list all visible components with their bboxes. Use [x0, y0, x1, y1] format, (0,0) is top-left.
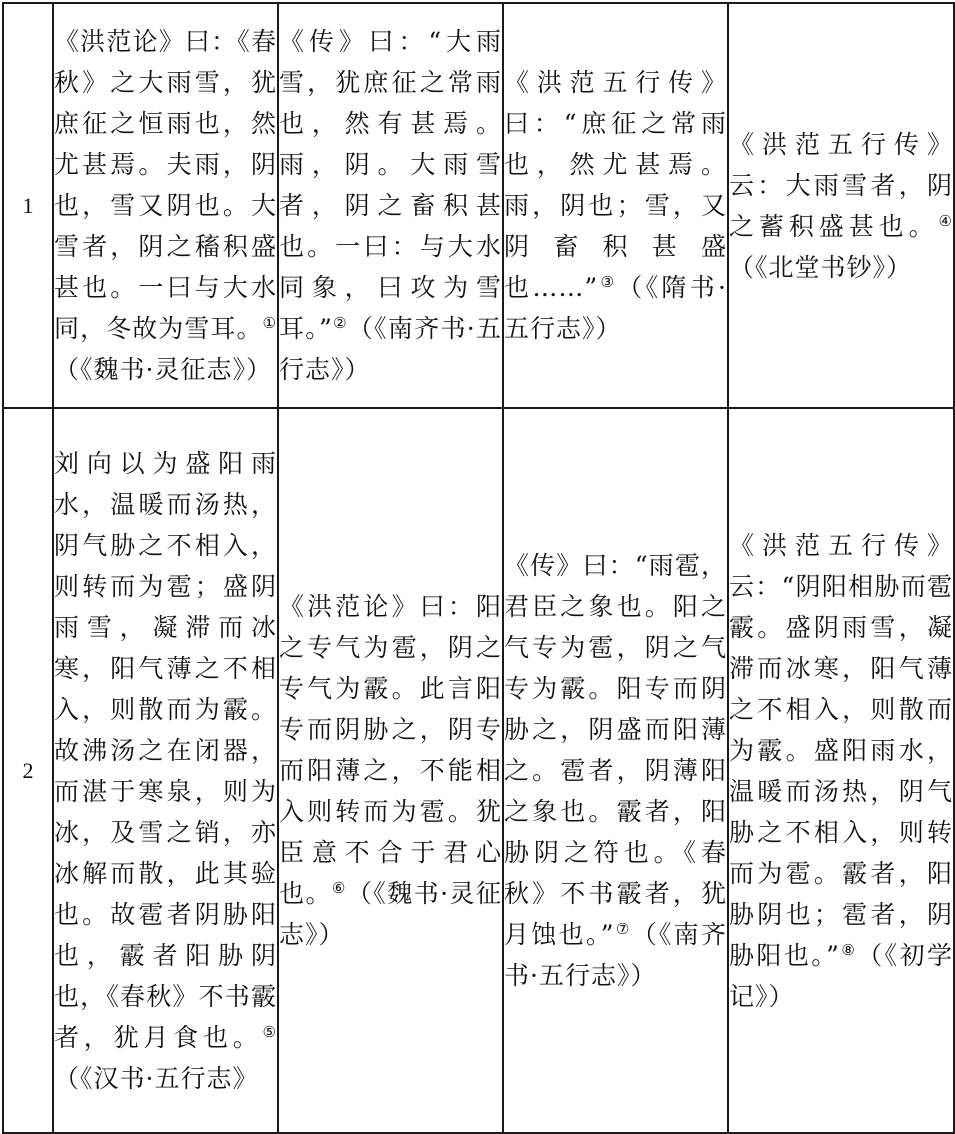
footnote-marker[interactable]: ⑤ — [262, 1022, 277, 1041]
source-citation: （《南齐书·五行志》） — [504, 920, 727, 990]
cell-text — [729, 525, 953, 1017]
footnote-marker[interactable]: ⑧ — [839, 940, 858, 959]
table-cell — [503, 3, 728, 408]
source-citation: （《汉书·五行志》 — [54, 1063, 259, 1093]
footnote-marker[interactable]: ⑦ — [614, 920, 632, 938]
row-number: 2 — [3, 408, 53, 1133]
source-citation: （《魏书·灵征志》） — [279, 879, 502, 949]
table-row — [3, 3, 954, 408]
table-cell — [728, 3, 954, 408]
quote-text: 《传》曰：“大雨雪，犹庶征之常雨也，然有甚焉。雨，阴。大雨雪者，阴之畜积甚也。一曰：与大水同象，曰攻为雪耳。” — [279, 27, 502, 343]
table-cell — [53, 3, 278, 408]
table-cell — [53, 408, 278, 1133]
quote-text: 《洪范五行传》云：“阴阳相胁而雹霰。盛阴雨雪，凝滞而冰寒，阳气薄之不相入，则散而为霰。盛阳雨水，温暖而汤热，阴气胁之不相入，则转而为雹。霰者，阳胁阴也；雹者，阴胁阳也。” — [729, 530, 953, 970]
table-row — [3, 408, 954, 1133]
footnote-marker[interactable]: ① — [262, 314, 277, 332]
footnote-marker[interactable]: ② — [332, 314, 348, 332]
quote-text: 《洪范论》曰：阳之专气为雹，阴之专气为霰。此言阳专而阴胁之，阴专而阳薄之，不能相入则转而为雹。犹臣意不合于君心也。 — [279, 592, 502, 908]
source-citation: （《魏书·灵征志》） — [54, 355, 272, 384]
table-cell — [278, 408, 503, 1133]
table-cell — [503, 408, 728, 1133]
footnote-marker[interactable]: ④ — [938, 211, 953, 230]
cell-text — [54, 443, 277, 1099]
cell-text — [54, 21, 277, 390]
quote-text: 《洪范五行传》曰：“庶征之常雨也，然尤甚焉。雨，阴也；雪，又阴畜积甚盛也……” — [504, 68, 727, 302]
source-citation: （《北堂书钞》） — [729, 252, 913, 282]
quote-text: 《洪范论》曰：《春秋》之大雨雪，犹庶征之恒雨也，然尤甚焉。夫雨，阴也，雪又阴也。大雪者，阴之稸积盛甚也。一曰与大水同，冬故为雪耳。 — [54, 27, 277, 343]
comparison-table — [2, 2, 955, 1134]
table-cell — [278, 3, 503, 408]
footnote-marker[interactable]: ⑥ — [331, 879, 347, 897]
cell-text — [504, 62, 727, 349]
table-cell — [728, 408, 954, 1133]
cell-text — [279, 21, 502, 390]
source-citation: （《隋书·五行志》） — [504, 273, 728, 343]
row-number: 1 — [3, 3, 53, 408]
cell-text — [279, 586, 502, 955]
cell-text — [729, 124, 953, 288]
source-citation: （《初学记》） — [729, 940, 953, 1011]
cell-text — [504, 545, 727, 996]
footnote-marker[interactable]: ③ — [598, 273, 618, 291]
quote-text: 《洪范五行传》云：大雨雪者，阴之蓄积盛甚也。 — [729, 129, 953, 241]
quote-text: 《传》曰：“雨雹，君臣之象也。阳之气专为雹，阴之气专为霰。阳专而阴胁之，阴盛而阳薄之。雹者，阴薄阳之象也。霰者，阳胁阴之符也。《春秋》不书霰者，犹月蚀也。” — [504, 551, 727, 949]
source-citation: （《南齐书·五行志》） — [279, 314, 502, 384]
quote-text: 刘向以为盛阳雨水，温暖而汤热，阴气胁之不相入，则转而为雹；盛阴雨雪，凝滞而冰寒，阳气薄之不相入，则散而为霰。故沸汤之在闭器，而湛于寒泉，则为冰，及雪之销，亦冰解而散，此其验也。故雹者阴胁阳也，霰者阳胁阴也，《春秋》不书霰者，犹月食也。 — [54, 448, 277, 1052]
